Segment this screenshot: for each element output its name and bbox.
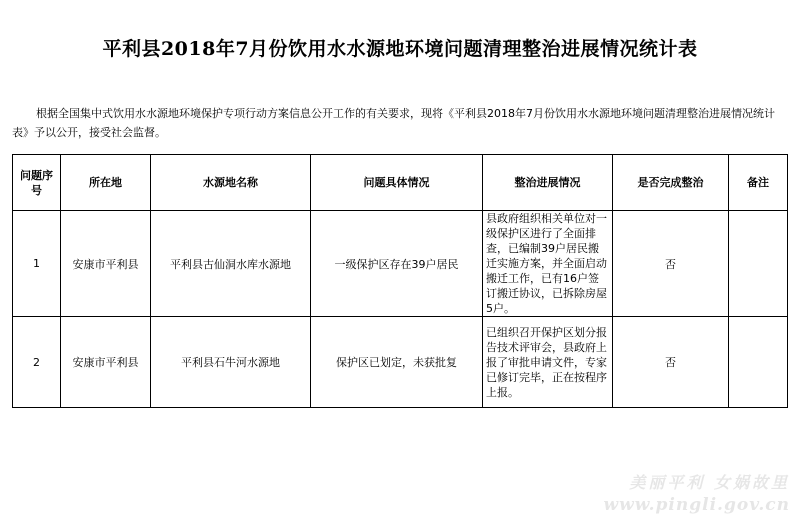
table-row — [13, 211, 788, 317]
cell-progress: 已组织召开保护区划分报告技术评审会，县政府上报了审批申请文件，专家已修订完毕，正在按程序上报。 — [483, 317, 613, 408]
header-source: 水源地名称 — [151, 155, 311, 211]
header-progress: 整治进展情况 — [483, 155, 613, 211]
table-row — [13, 317, 788, 408]
progress-table — [12, 154, 788, 408]
cell-remark — [729, 317, 788, 408]
cell-problem: 一级保护区存在39户居民 — [311, 211, 483, 317]
header-done: 是否完成整治 — [613, 155, 729, 211]
header-remark: 备注 — [729, 155, 788, 211]
table-header-row — [13, 155, 788, 211]
header-problem: 问题具体情况 — [311, 155, 483, 211]
watermark-url: www.pingli.gov.cn — [603, 495, 790, 515]
intro-paragraph: 根据全国集中式饮用水水源地环境保护专项行动方案信息公开工作的有关要求，现将《平利县2018年7月份饮用水水源地环境问题清理整治进展情况统计表》予以公开，接受社会监督。 — [12, 107, 775, 139]
cell-location: 安康市平利县 — [61, 211, 151, 317]
site-watermark — [603, 470, 790, 515]
cell-problem: 保护区已划定，未获批复 — [311, 317, 483, 408]
cell-source: 平利县石牛河水源地 — [151, 317, 311, 408]
cell-seq: 1 — [13, 211, 61, 317]
cell-seq: 2 — [13, 317, 61, 408]
cell-done: 否 — [613, 317, 729, 408]
header-seq: 问题序号 — [13, 155, 61, 211]
header-location: 所在地 — [61, 155, 151, 211]
page-title: 平利县2018年7月份饮用水水源地环境问题清理整治进展情况统计表 — [102, 38, 698, 60]
cell-source: 平利县古仙洞水库水源地 — [151, 211, 311, 317]
cell-remark — [729, 211, 788, 317]
watermark-slogan: 美丽平利 女娲故里 — [629, 473, 790, 492]
cell-location: 安康市平利县 — [61, 317, 151, 408]
cell-progress: 县政府组织相关单位对一级保护区进行了全面排查，已编制39户居民搬迁实施方案，并全面启动搬迁工作，已有16户签订搬迁协议，已拆除房屋5户。 — [483, 211, 613, 317]
cell-done: 否 — [613, 211, 729, 317]
